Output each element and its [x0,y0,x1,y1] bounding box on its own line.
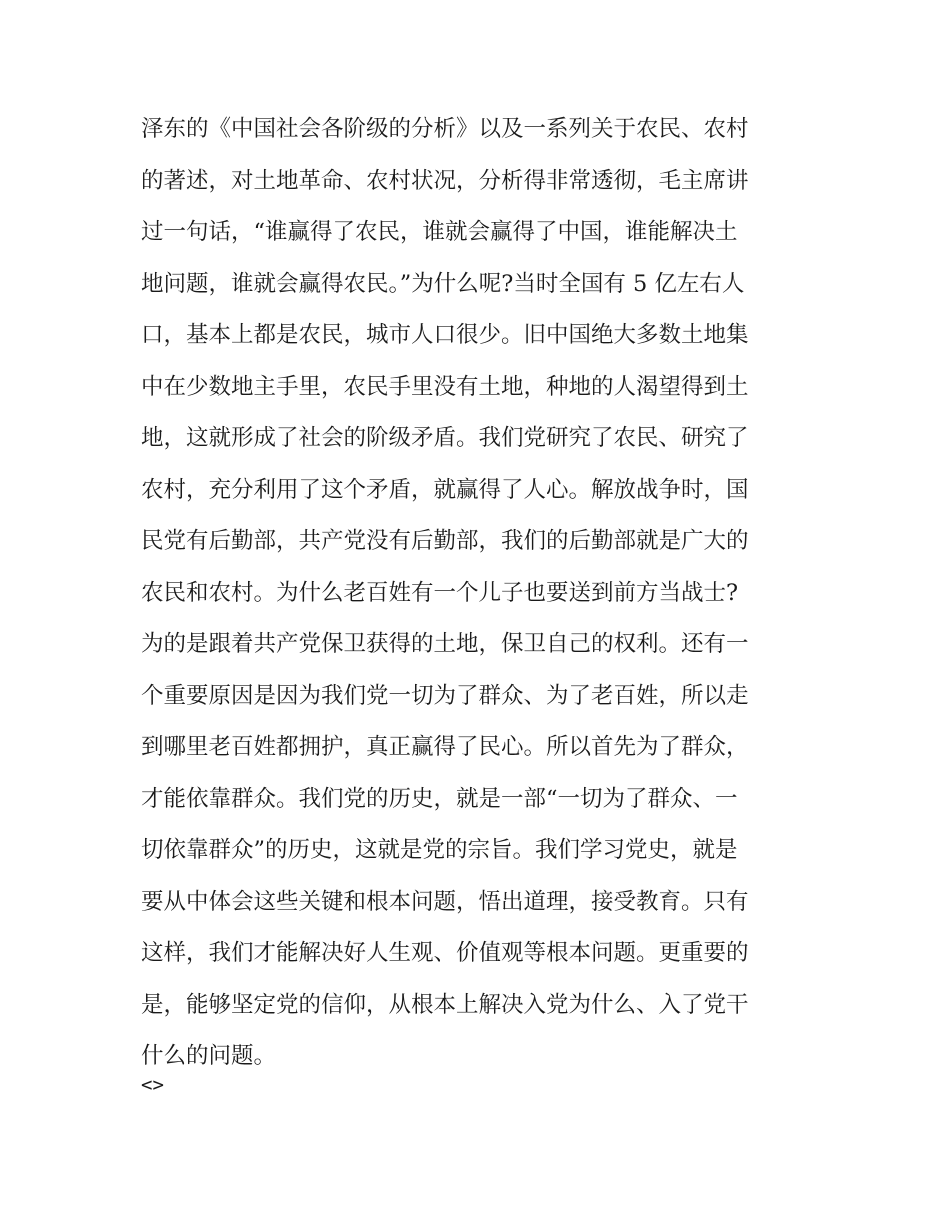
text-line: 切依靠群众”的历史，这就是党的宗旨。我们学习党史，就是 [141,837,738,863]
text-line: 农村，充分利用了这个矛盾，就赢得了人心。解放战争时，国 [141,476,749,503]
body-paragraph [141,104,811,1083]
text-line: 是，能够坚定党的信仰，从根本上解决入党为什么、入了党干 [141,991,749,1018]
text-line: 到哪里老百姓都拥护，真正赢得了民心。所以首先为了群众， [141,734,749,760]
text-line: 才能依靠群众。我们党的历史，就是一部“一切为了群众、一 [141,785,738,812]
text-line: 为的是跟着共产党保卫获得的土地，保卫自己的权利。还有一 [141,631,749,657]
text-line: 地问题，谁就会赢得农民。”为什么呢?当时全国有 5 亿左右人 [141,270,745,297]
tail-marker: <> [141,1074,164,1096]
text-line: 个重要原因是因为我们党一切为了群众、为了老百姓，所以走 [141,682,749,709]
text-line: 过一句话，“谁赢得了农民，谁就会赢得了中国，谁能解决土 [141,219,738,245]
text-line: 这样，我们才能解决好人生观、价值观等根本问题。更重要的 [141,940,749,966]
text-line: 中在少数地主手里，农民手里没有土地，种地的人渴望得到土 [141,373,749,400]
text-line: 民党有后勤部，共产党没有后勤部，我们的后勤部就是广大的 [141,528,749,554]
text-line: 口，基本上都是农民，城市人口很少。旧中国绝大多数土地集 [141,322,749,348]
text-line: 地，这就形成了社会的阶级矛盾。我们党研究了农民、研究了 [141,425,749,451]
text-line: 泽东的《中国社会各阶级的分析》以及一系列关于农民、农村 [141,116,749,142]
text-line: 什么的问题。 [141,1043,277,1069]
text-line: 要从中体会这些关键和根本问题，悟出道理，接受教育。只有 [141,888,749,915]
text-line: 的著述，对土地革命、农村状况，分析得非常透彻，毛主席讲 [141,167,749,194]
text-line: 农民和农村。为什么老百姓有一个儿子也要送到前方当战士? [141,579,739,606]
